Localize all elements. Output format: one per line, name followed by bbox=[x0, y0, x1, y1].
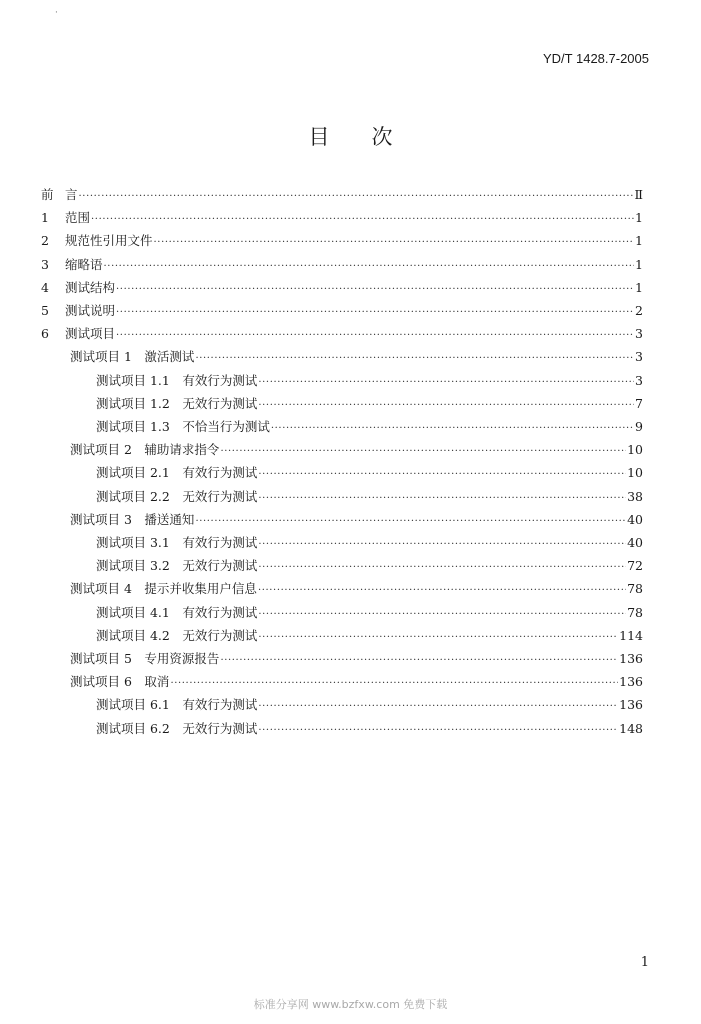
toc-entry bbox=[70, 649, 643, 669]
toc-dot-leader bbox=[116, 280, 634, 300]
toc-entry-page: 3 bbox=[635, 372, 643, 388]
toc-dot-leader bbox=[220, 442, 626, 462]
toc-entry-label: 范围 bbox=[65, 210, 91, 226]
toc-entry-label: 言 bbox=[65, 187, 78, 202]
toc-entry-label: 测试项目 3.1 有效行为测试 bbox=[96, 535, 258, 550]
toc-entry bbox=[96, 603, 643, 623]
toc-dot-leader bbox=[258, 373, 634, 393]
toc-dot-leader bbox=[220, 651, 618, 671]
toc-entry-number: 4 bbox=[41, 279, 49, 295]
toc-entry-label: 测试项目 2.1 有效行为测试 bbox=[96, 465, 258, 481]
toc-entry-label: 测试项目 2.2 无效行为测试 bbox=[96, 488, 258, 504]
toc-entry-label: 缩略语 bbox=[65, 256, 103, 272]
toc-entry-label: 测试项目 1.3 不恰当行为测试 bbox=[96, 419, 270, 434]
toc-entry-label: 测试项目 4.1 有效行为测试 bbox=[96, 604, 258, 620]
toc-dot-leader bbox=[116, 326, 634, 346]
toc-entry bbox=[70, 672, 643, 692]
toc-entry-label: 测试项目 6.2 无效行为测试 bbox=[96, 720, 258, 736]
toc-entry bbox=[96, 487, 643, 507]
toc-dot-leader bbox=[258, 489, 626, 509]
toc-entry bbox=[41, 324, 643, 344]
toc-entry-page: 78 bbox=[627, 604, 643, 620]
toc-entry-page: 1 bbox=[635, 256, 643, 272]
toc-entry bbox=[41, 185, 643, 205]
watermark: 标准分享网 www.bzfxw.com 免费下载 bbox=[253, 998, 448, 1011]
toc-entry-number: 1 bbox=[41, 210, 49, 226]
toc-entry bbox=[96, 394, 643, 414]
toc-dot-leader bbox=[170, 674, 618, 694]
toc-entry-page: 136 bbox=[619, 697, 643, 713]
toc-entry bbox=[41, 278, 643, 298]
toc-entry-page: 10 bbox=[627, 442, 643, 458]
toc-entry-label: 测试项目 1.2 无效行为测试 bbox=[96, 395, 258, 411]
toc-dot-leader bbox=[258, 697, 618, 717]
toc-entry-page: 40 bbox=[627, 511, 643, 527]
toc-entry-page: 38 bbox=[627, 488, 643, 504]
toc-entry-page: 9 bbox=[635, 419, 643, 434]
toc-entry-page: 7 bbox=[635, 395, 643, 411]
toc-dot-leader bbox=[258, 721, 618, 741]
toc-entry bbox=[96, 626, 643, 646]
toc-dot-leader bbox=[79, 187, 634, 207]
toc-entry-page: 3 bbox=[635, 349, 643, 365]
page-number: 1 bbox=[640, 955, 649, 970]
toc-entry-page: 72 bbox=[627, 558, 643, 574]
toc-dot-leader bbox=[195, 512, 626, 532]
corner-mark: · bbox=[55, 8, 58, 18]
toc-entry-number: 2 bbox=[41, 233, 49, 249]
toc-entry-number: 5 bbox=[41, 303, 49, 318]
toc-entry bbox=[96, 719, 643, 739]
toc-entry-page: 136 bbox=[619, 674, 643, 690]
toc-entry-page: 1 bbox=[635, 233, 643, 249]
toc-entry-label: 测试项目 6 取消 bbox=[70, 674, 170, 690]
toc-entry-page: 136 bbox=[619, 651, 643, 666]
toc-entry-page: 114 bbox=[619, 627, 643, 643]
toc-entry-label: 规范性引用文件 bbox=[65, 233, 153, 249]
toc-entry bbox=[96, 556, 643, 576]
toc-entry-label: 测试项目 4 提示并收集用户信息 bbox=[70, 581, 257, 597]
page-title: 目 次 bbox=[308, 125, 393, 149]
toc-entry bbox=[41, 301, 643, 321]
toc-entry-label: 测试说明 bbox=[65, 303, 116, 318]
toc-entry bbox=[96, 533, 643, 553]
toc-entry-label: 测试项目 5 专用资源报告 bbox=[70, 651, 220, 666]
toc-dot-leader bbox=[91, 210, 634, 230]
toc-entry-page: 78 bbox=[627, 581, 643, 597]
document-code: YD/T 1428.7-2005 bbox=[543, 51, 649, 66]
toc-dot-leader bbox=[116, 303, 634, 323]
toc-entry-page: 2 bbox=[635, 303, 643, 318]
toc-dot-leader bbox=[258, 581, 626, 601]
toc-entry-label: 测试项目 bbox=[65, 326, 116, 342]
toc-entry bbox=[41, 255, 643, 275]
toc-entry-page: 1 bbox=[635, 210, 643, 226]
toc-entry bbox=[96, 463, 643, 483]
toc-dot-leader bbox=[195, 349, 634, 369]
toc-dot-leader bbox=[258, 628, 618, 648]
toc-entry-label: 测试项目 3 播送通知 bbox=[70, 511, 195, 527]
toc-entry bbox=[70, 440, 643, 460]
toc-entry-label: 测试项目 1 激活测试 bbox=[70, 349, 195, 365]
toc-dot-leader bbox=[271, 419, 634, 439]
toc-entry-label: 测试项目 1.1 有效行为测试 bbox=[96, 372, 258, 388]
toc-entry bbox=[70, 510, 643, 530]
toc-entry bbox=[41, 231, 643, 251]
toc-dot-leader bbox=[258, 396, 634, 416]
toc-entry-number: 3 bbox=[41, 256, 49, 272]
toc-entry bbox=[96, 695, 643, 715]
toc-entry bbox=[96, 371, 643, 391]
toc-entry-page: 10 bbox=[627, 465, 643, 481]
toc-entry bbox=[70, 347, 643, 367]
toc-entry-number: 前 bbox=[41, 187, 54, 202]
toc-entry-label: 测试结构 bbox=[65, 279, 116, 295]
toc-dot-leader bbox=[258, 465, 626, 485]
toc-dot-leader bbox=[258, 558, 626, 578]
toc-entry-label: 测试项目 4.2 无效行为测试 bbox=[96, 627, 258, 643]
toc-dot-leader bbox=[154, 233, 635, 253]
toc-entry bbox=[41, 208, 643, 228]
toc-entry-label: 测试项目 3.2 无效行为测试 bbox=[96, 558, 258, 574]
toc-entry-label: 测试项目 2 辅助请求指令 bbox=[70, 442, 220, 458]
toc-entry-page: 3 bbox=[635, 326, 643, 342]
toc-dot-leader bbox=[258, 605, 626, 625]
toc-entry-page: Ⅱ bbox=[634, 187, 643, 202]
toc-entry-label: 测试项目 6.1 有效行为测试 bbox=[96, 697, 258, 713]
toc-dot-leader bbox=[258, 535, 626, 555]
toc-entry bbox=[96, 417, 643, 437]
toc-entry-page: 148 bbox=[619, 720, 643, 736]
toc-entry-page: 1 bbox=[635, 279, 643, 295]
toc-entry bbox=[70, 579, 643, 599]
toc-entry-number: 6 bbox=[41, 326, 49, 342]
toc-entry-page: 40 bbox=[627, 535, 643, 550]
toc-dot-leader bbox=[104, 257, 635, 277]
